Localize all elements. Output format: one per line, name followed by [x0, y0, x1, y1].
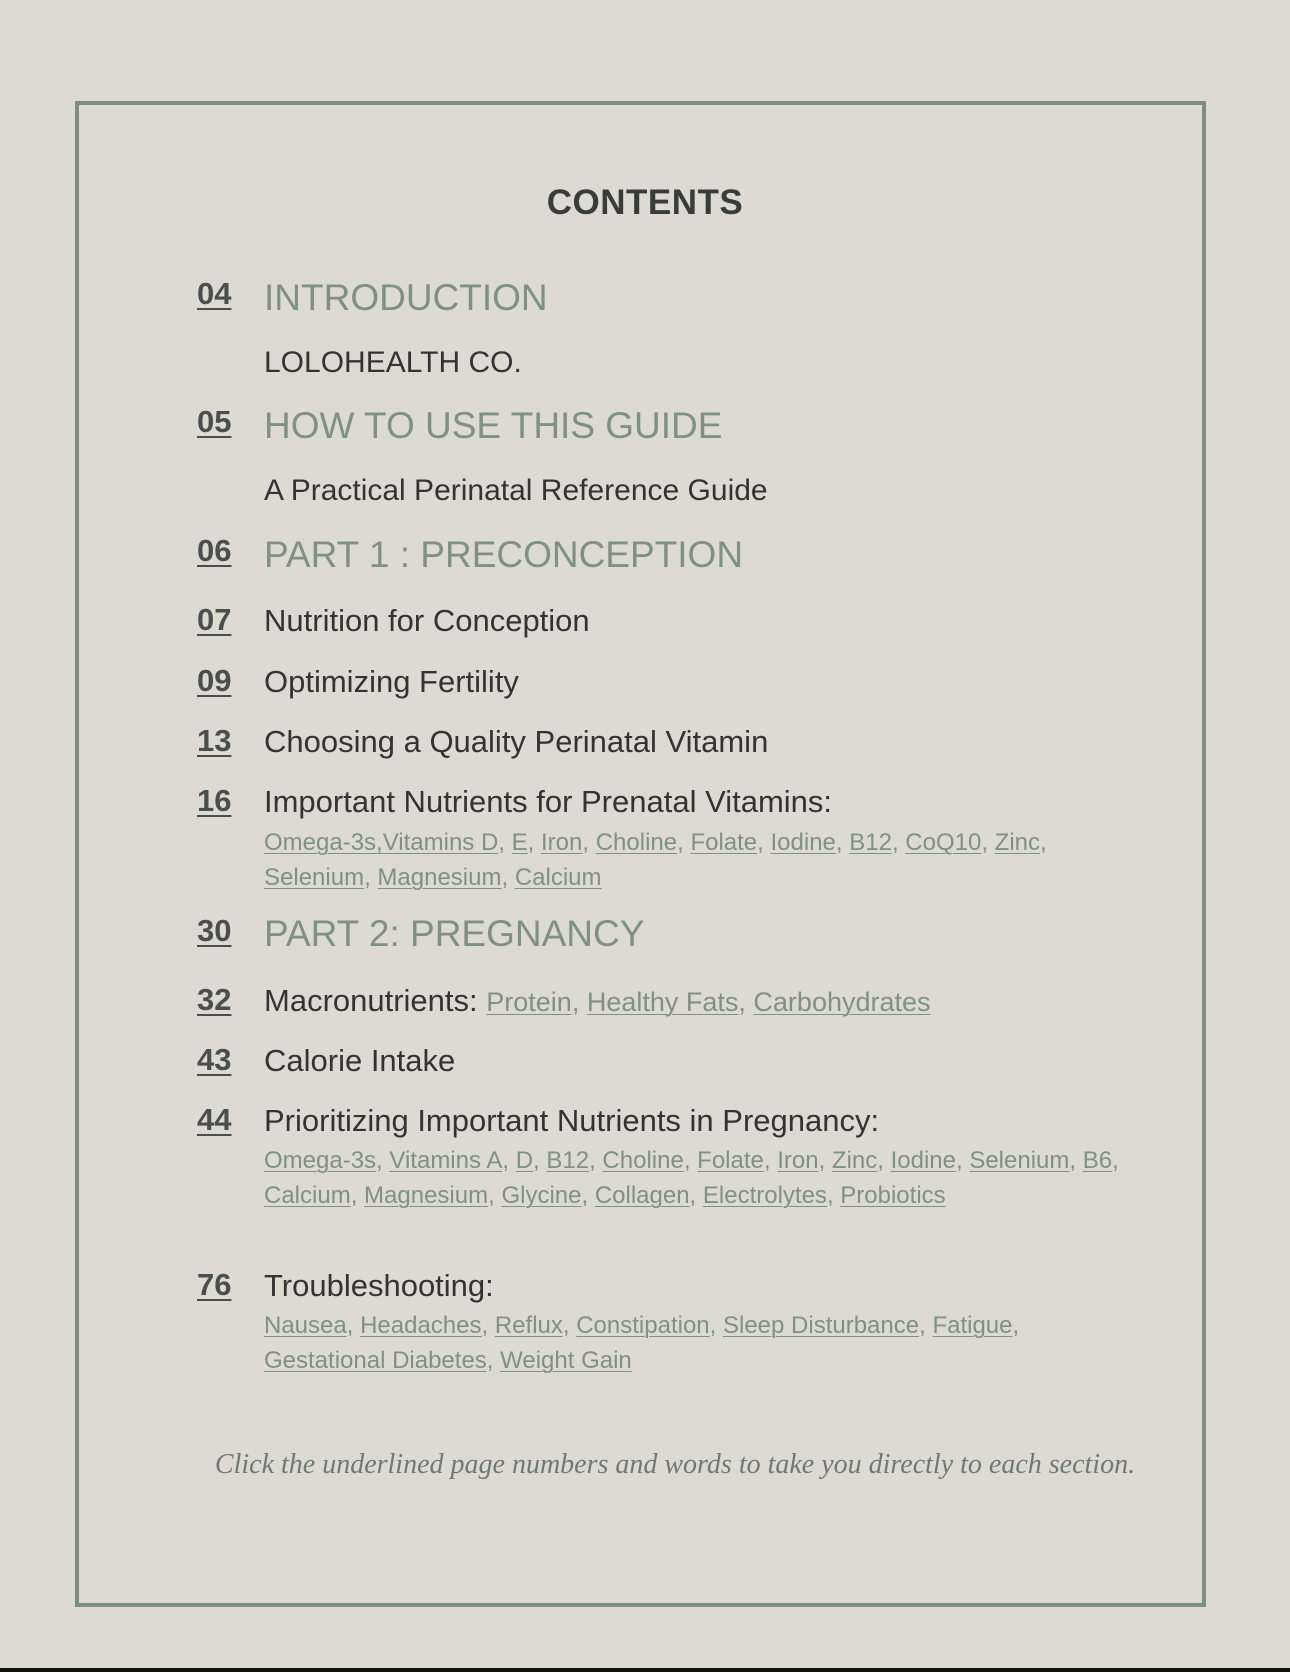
topic-link[interactable]: Calcium [264, 1182, 351, 1209]
page-number-link[interactable]: 06 [197, 533, 232, 568]
item-heading: Troubleshooting: [264, 1268, 494, 1303]
subtitle-text: A Practical Perinatal Reference Guide [264, 474, 768, 507]
link-separator: , [763, 1147, 778, 1174]
page-title: CONTENTS [546, 183, 744, 222]
topic-link[interactable]: Reflux [494, 1312, 563, 1339]
topic-link[interactable]: Protein [486, 987, 572, 1017]
link-separator: , [562, 1312, 577, 1339]
topic-link[interactable]: D [515, 1147, 534, 1174]
topic-link[interactable]: Headaches [360, 1312, 482, 1339]
topic-link[interactable]: Iodine [890, 1147, 956, 1174]
link-separator: , [981, 829, 995, 856]
link-separator: , [582, 829, 596, 856]
link-separator: , [350, 1182, 365, 1209]
page-number-link[interactable]: 30 [197, 913, 232, 948]
topic-link[interactable]: Carbohydrates [753, 987, 931, 1017]
topic-link[interactable]: Folate [697, 1147, 764, 1174]
page-number-link[interactable]: 32 [197, 982, 232, 1017]
page-number-link[interactable]: 13 [197, 723, 232, 758]
item-heading: Prioritizing Important Nutrients in Pregnancy: [264, 1103, 880, 1138]
link-separator: , [481, 1312, 495, 1339]
link-separator: , [502, 1147, 516, 1174]
page-number-link[interactable]: 09 [197, 663, 232, 698]
link-separator: , [709, 1312, 723, 1339]
link-separator: , [527, 829, 542, 856]
topic-link[interactable]: B6 [1082, 1147, 1113, 1174]
page-number-link[interactable]: 43 [197, 1042, 232, 1077]
page-number-link[interactable]: 16 [197, 783, 232, 818]
item-heading [264, 983, 931, 1019]
link-separator: , [677, 829, 691, 856]
link-separator: , [1112, 1147, 1119, 1174]
link-separator: , [501, 864, 515, 891]
topic-link[interactable]: Selenium [969, 1147, 1070, 1174]
link-separator: , [683, 1147, 698, 1174]
link-separator: , [826, 1182, 841, 1209]
item-heading: Choosing a Quality Perinatal Vitamin [264, 724, 769, 759]
link-separator: , [589, 1147, 603, 1174]
section-heading: INTRODUCTION [264, 277, 548, 318]
footer-note: Click the underlined page numbers and words to take you directly to each section. [214, 1449, 1136, 1480]
topic-link[interactable]: B12 [849, 829, 892, 856]
nutrient-links [264, 825, 1144, 895]
topic-link[interactable]: Iron [541, 829, 583, 856]
topic-link[interactable]: Iron [777, 1147, 819, 1174]
link-separator: , [955, 1147, 970, 1174]
link-separator: , [1069, 1147, 1083, 1174]
item-heading: Optimizing Fertility [264, 664, 519, 699]
link-separator: , [533, 1147, 547, 1174]
topic-link[interactable]: Probiotics [840, 1182, 946, 1209]
link-separator: , [818, 1147, 832, 1174]
link-separator: , [346, 1312, 361, 1339]
topic-link[interactable]: Vitamins A [389, 1147, 503, 1174]
topic-link[interactable]: Fatigue [932, 1312, 1013, 1339]
topic-link[interactable]: Choline [595, 829, 678, 856]
link-separator: , [919, 1312, 933, 1339]
topic-link[interactable]: Electrolytes [702, 1182, 827, 1209]
topic-link[interactable]: Zinc [831, 1147, 878, 1174]
link-separator: , [498, 829, 512, 856]
topic-link[interactable]: Nausea [264, 1312, 347, 1339]
topic-link[interactable]: Gestational Diabetes [264, 1347, 487, 1374]
nutrient-links [264, 1143, 1144, 1213]
bottom-edge [0, 1668, 1290, 1672]
topic-link[interactable]: Glycine [501, 1182, 582, 1209]
topic-link[interactable]: Zinc [994, 829, 1041, 856]
item-heading: Calorie Intake [264, 1043, 456, 1078]
link-separator: , [486, 1347, 501, 1374]
macronutrient-links [486, 987, 930, 1017]
topic-link[interactable]: Sleep Disturbance [722, 1312, 920, 1339]
topic-link[interactable]: Weight Gain [500, 1347, 632, 1374]
subtitle-text: LOLOHEALTH CO. [264, 346, 522, 379]
topic-link[interactable]: Constipation [576, 1312, 710, 1339]
link-separator: , [581, 1182, 595, 1209]
topic-link[interactable]: Calcium [514, 864, 602, 891]
section-heading: PART 2: PREGNANCY [264, 913, 645, 954]
page-number-link[interactable]: 76 [197, 1267, 232, 1302]
link-separator: , [689, 1182, 703, 1209]
topic-link[interactable]: B12 [546, 1147, 590, 1174]
page-number-link[interactable]: 44 [197, 1102, 232, 1137]
link-separator: , [364, 864, 378, 891]
item-heading: Nutrition for Conception [264, 603, 590, 638]
page-number-link[interactable]: 04 [197, 276, 232, 311]
section-heading: HOW TO USE THIS GUIDE [264, 405, 723, 446]
topic-link[interactable]: Iodine [770, 829, 836, 856]
item-heading: Important Nutrients for Prenatal Vitamins: [264, 784, 833, 819]
topic-link[interactable]: Folate [690, 829, 758, 856]
topic-link[interactable]: Selenium [264, 864, 365, 891]
troubleshooting-links [264, 1308, 1144, 1378]
link-separator: , [488, 1182, 502, 1209]
link-separator: , [757, 829, 771, 856]
link-separator: , [891, 829, 906, 856]
page-number-link[interactable]: 05 [197, 404, 232, 439]
link-separator: , [376, 1147, 390, 1174]
link-separator: , [571, 987, 587, 1017]
topic-link[interactable]: CoQ10 [905, 829, 982, 856]
section-heading: PART 1 : PRECONCEPTION [264, 534, 744, 575]
link-separator: , [738, 987, 754, 1017]
link-separator: , [1012, 1312, 1020, 1339]
link-separator: , [835, 829, 850, 856]
topic-link[interactable]: E [511, 829, 528, 856]
topic-link[interactable]: Omega-3s [264, 1147, 377, 1174]
page-number-link[interactable]: 07 [197, 602, 232, 637]
topic-link[interactable]: Magnesium [377, 864, 502, 891]
topic-link[interactable]: Magnesium [364, 1182, 489, 1209]
topic-link[interactable]: Healthy Fats [586, 987, 739, 1017]
link-separator: , [1040, 829, 1047, 856]
topic-link[interactable]: Choline [602, 1147, 684, 1174]
item-heading-text: Macronutrients: [264, 983, 478, 1018]
link-separator: , [877, 1147, 891, 1174]
topic-link[interactable]: Omega-3s,Vitamins D [264, 829, 499, 856]
topic-link[interactable]: Collagen [594, 1182, 690, 1209]
